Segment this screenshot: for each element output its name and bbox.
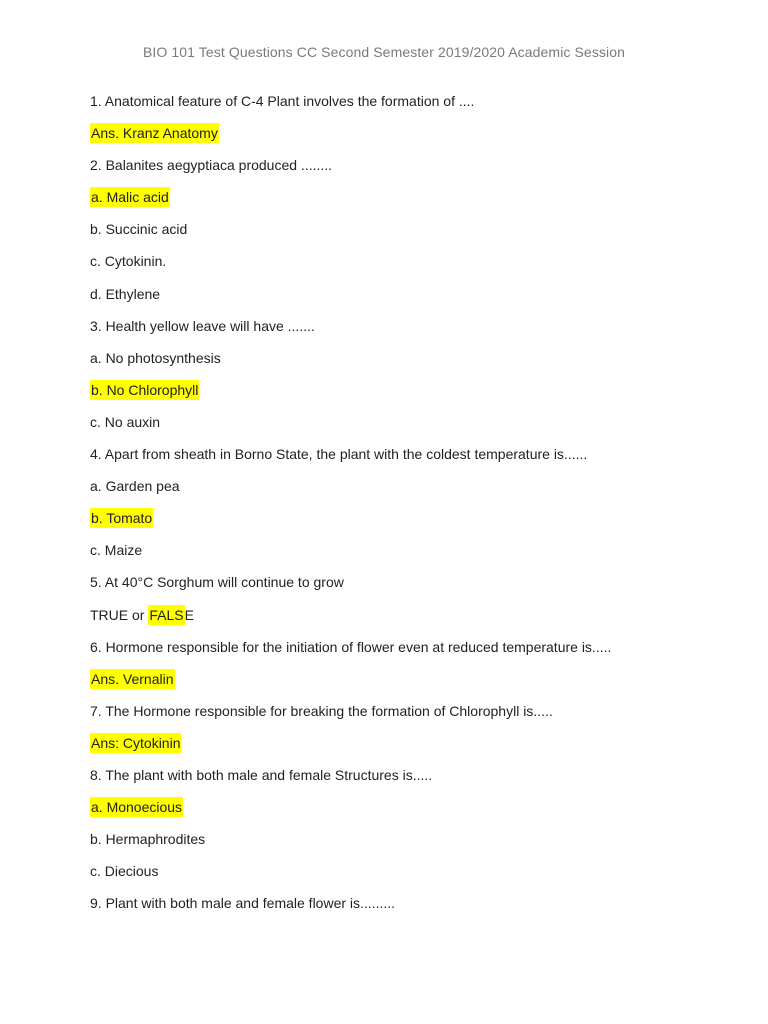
line-text: c. Diecious xyxy=(90,863,159,880)
question-line xyxy=(90,764,730,796)
line-text: 1. Anatomical feature of C-4 Plant involves the formation of .... xyxy=(90,93,475,109)
question-line xyxy=(90,283,730,315)
line-text: c. Maize xyxy=(90,542,143,559)
line-text: b. Tomato xyxy=(91,510,153,527)
line-text: b. Hermaphrodites xyxy=(90,831,206,848)
page-header: BIO 101 Test Questions CC Second Semester 2019/2020 Academic Session xyxy=(142,44,626,60)
question-line xyxy=(90,218,730,250)
question-line xyxy=(90,700,730,732)
answer-line xyxy=(90,668,730,700)
line-text: 9. Plant with both male and female flower is......... xyxy=(90,895,396,912)
line-text: 2. Balanites aegyptiaca produced ........ xyxy=(90,157,333,174)
line-text: a. Malic acid xyxy=(91,189,169,206)
answer-line xyxy=(90,604,730,636)
line-text: c. No auxin xyxy=(90,413,161,430)
line-text: b. No Chlorophyll xyxy=(91,381,199,398)
question-line xyxy=(90,250,730,282)
line-text: c. Cytokinin. xyxy=(90,253,167,270)
answer-line xyxy=(90,732,730,764)
question-line xyxy=(90,571,730,603)
line-text: 7. The Hormone responsible for breaking the formation of Chlorophyll is..... xyxy=(90,702,553,719)
question-line xyxy=(90,315,730,347)
question-line xyxy=(90,443,730,475)
question-line xyxy=(90,154,730,186)
question-line xyxy=(90,828,730,860)
line-text: 4. Apart from sheath in Borno State, the plant with the coldest temperature is...... xyxy=(90,446,588,463)
question-line xyxy=(90,411,730,443)
question-line xyxy=(90,636,730,668)
line-text: Ans. Vernalin xyxy=(91,670,174,687)
answer-line xyxy=(90,379,730,411)
line-text: 6. Hormone responsible for the initiation of flower even at reduced temperature is..... xyxy=(90,638,612,655)
highlighted-answer: FALS xyxy=(149,606,184,623)
answer-line xyxy=(90,122,730,154)
line-text: TRUE or xyxy=(90,606,149,623)
answer-line xyxy=(90,507,730,539)
answer-line xyxy=(90,796,730,828)
line-text: 5. At 40°C Sorghum will continue to grow xyxy=(90,574,344,591)
question-line xyxy=(90,892,730,924)
line-text: a. Garden pea xyxy=(90,478,180,495)
line-text: a. No photosynthesis xyxy=(90,349,221,366)
question-line xyxy=(90,347,730,379)
line-tail-text: E xyxy=(184,606,194,623)
line-text: 8. The plant with both male and female Structures is..... xyxy=(90,766,433,783)
question-line xyxy=(90,539,730,571)
line-text: Ans. Kranz Anatomy xyxy=(91,125,218,142)
line-text: Ans: Cytokinin xyxy=(91,734,181,751)
line-text: 3. Health yellow leave will have ....... xyxy=(90,317,315,334)
line-text: a. Monoecious xyxy=(91,799,183,816)
line-text: b. Succinic acid xyxy=(90,221,188,238)
line-text: d. Ethylene xyxy=(90,285,161,302)
question-line xyxy=(90,475,730,507)
question-line xyxy=(90,90,730,122)
question-line xyxy=(90,860,730,892)
question-list xyxy=(90,90,730,924)
answer-line xyxy=(90,186,730,218)
